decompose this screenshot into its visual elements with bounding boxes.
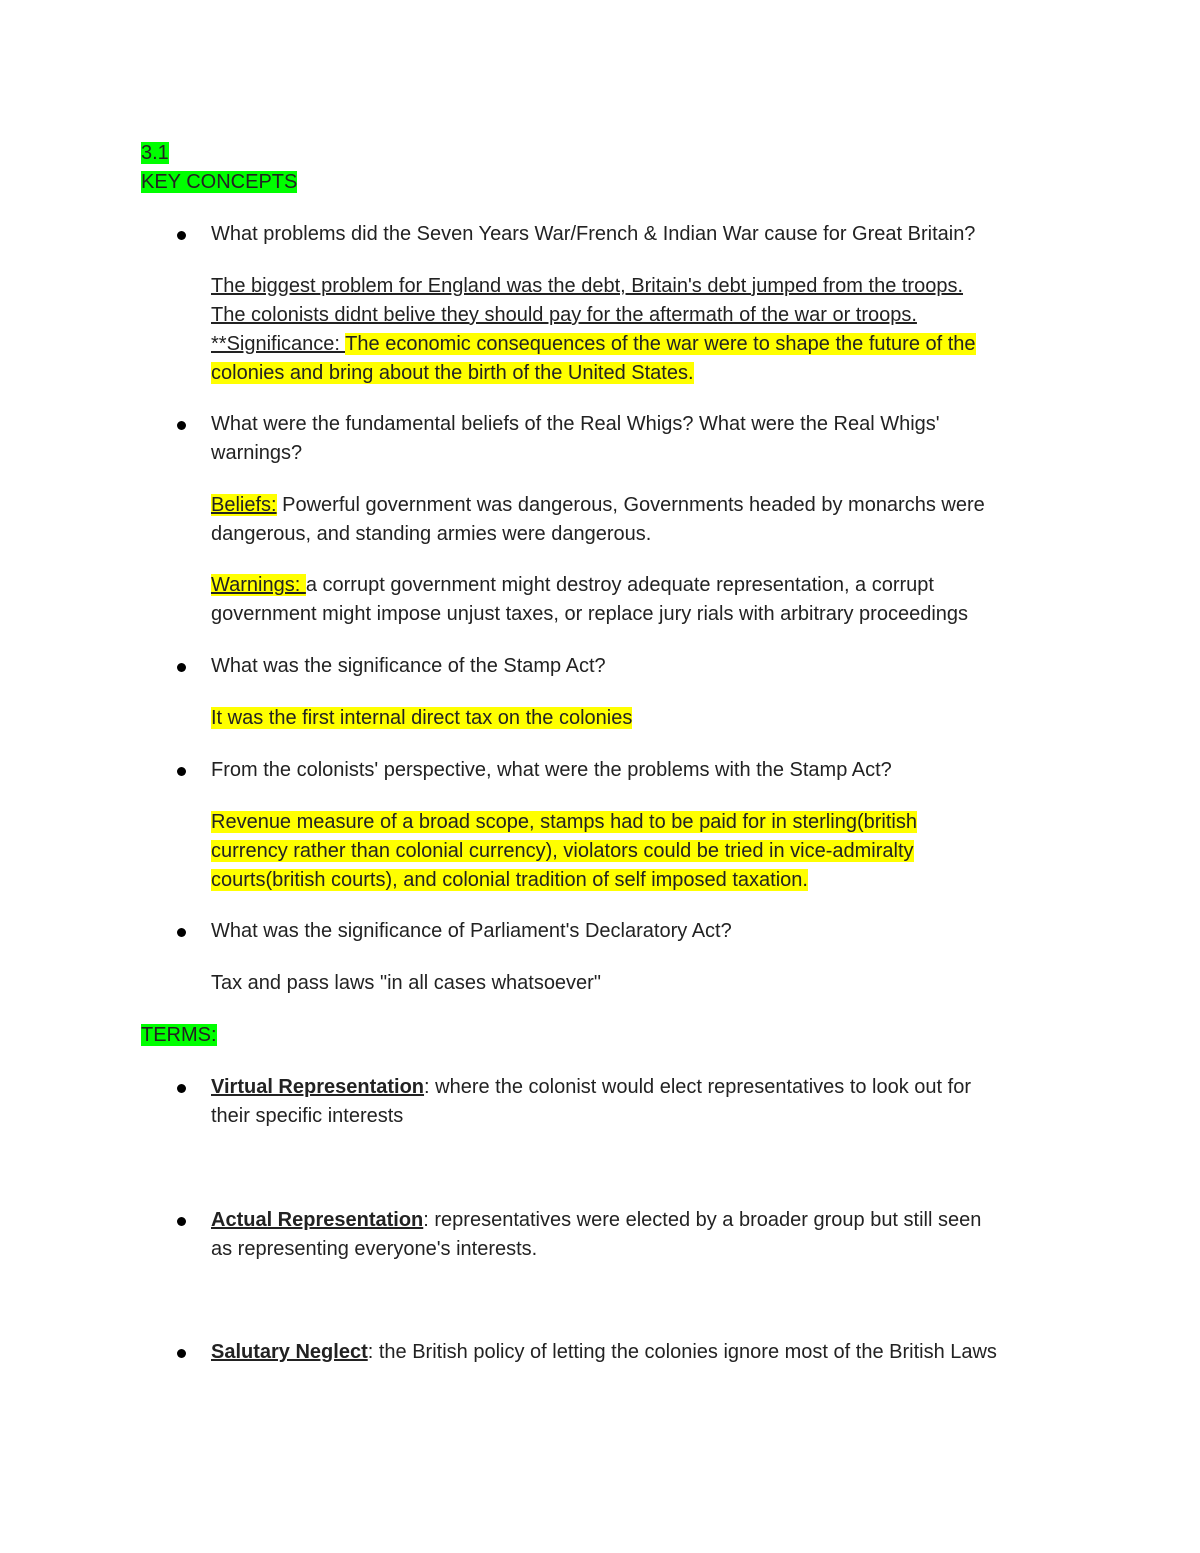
term-2-name: Actual Representation bbox=[211, 1209, 424, 1231]
term-3-name: Salutary Neglect bbox=[211, 1341, 368, 1363]
bullet-icon bbox=[177, 767, 186, 776]
term-1-definition-2: their specific interests bbox=[211, 1105, 404, 1127]
question-4: From the colonists' perspective, what were the problems with the Stamp Act? bbox=[211, 759, 892, 781]
answer-1 bbox=[211, 272, 976, 388]
answer-1-line-2: The colonists didnt belive they should pay for the aftermath of the war or troops. bbox=[211, 304, 917, 326]
significance-text-2: colonies and bring about the birth of the United States. bbox=[211, 362, 694, 384]
term-1-name: Virtual Representation bbox=[211, 1076, 425, 1098]
answer-5: Tax and pass laws "in all cases whatsoever" bbox=[211, 972, 601, 994]
term-3-definition-1: : the British policy of letting the colonies ignore most of the British Laws bbox=[367, 1341, 997, 1363]
term-virtual-representation bbox=[211, 1073, 971, 1131]
beliefs-label: Beliefs: bbox=[211, 494, 277, 516]
term-1-definition-1: : where the colonist would elect representatives to look out for bbox=[424, 1076, 971, 1098]
term-2-definition-2: as representing everyone's interests. bbox=[211, 1238, 538, 1260]
key-concepts-heading bbox=[141, 168, 297, 197]
answer-3-text: It was the first internal direct tax on the colonies bbox=[211, 707, 633, 729]
question-5: What was the significance of Parliament's Declaratory Act? bbox=[211, 920, 732, 942]
key-concepts-heading-text: KEY CONCEPTS bbox=[141, 171, 298, 193]
question-2-line-1: What were the fundamental beliefs of the Real Whigs? What were the Real Whigs' bbox=[211, 413, 940, 435]
question-3: What was the significance of the Stamp Act? bbox=[211, 655, 606, 677]
term-2-definition-1: : representatives were elected by a broader group but still seen bbox=[423, 1209, 982, 1231]
bullet-icon bbox=[177, 663, 186, 672]
significance-label: **Significance: bbox=[211, 333, 346, 355]
answer-4-line-1: Revenue measure of a broad scope, stamps had to be paid for in sterling(british bbox=[211, 811, 917, 833]
answer-1-line-1: The biggest problem for England was the debt, Britain's debt jumped from the troops. bbox=[211, 275, 964, 297]
answer-4-line-2: currency rather than colonial currency), violators could be tried in vice-admiralty bbox=[211, 840, 914, 862]
bullet-icon bbox=[177, 231, 186, 240]
warnings-text-2: government might impose unjust taxes, or replace jury rials with arbitrary proceedings bbox=[211, 603, 969, 625]
answer-3 bbox=[211, 704, 632, 733]
section-number-text: 3.1 bbox=[141, 142, 169, 164]
question-2 bbox=[211, 410, 940, 468]
bullet-icon bbox=[177, 1217, 186, 1226]
significance-text-1: The economic consequences of the war were to shape the future of the bbox=[345, 333, 976, 355]
question-1: What problems did the Seven Years War/French & Indian War cause for Great Britain? bbox=[211, 223, 976, 245]
beliefs-text-1: Powerful government was dangerous, Governments headed by monarchs were bbox=[276, 494, 985, 516]
warnings-text-1: a corrupt government might destroy adequate representation, a corrupt bbox=[305, 574, 934, 596]
bullet-icon bbox=[177, 1349, 186, 1358]
beliefs-answer bbox=[211, 491, 985, 549]
bullet-icon bbox=[177, 421, 186, 430]
bullet-icon bbox=[177, 1084, 186, 1093]
answer-4 bbox=[211, 808, 917, 895]
warnings-label: Warnings: bbox=[211, 574, 306, 596]
term-actual-representation bbox=[211, 1206, 981, 1264]
section-number bbox=[141, 139, 169, 168]
warnings-answer bbox=[211, 571, 968, 629]
terms-heading-text: TERMS: bbox=[141, 1024, 217, 1046]
question-2-line-2: warnings? bbox=[211, 442, 303, 464]
answer-4-line-3: courts(british courts), and colonial tradition of self imposed taxation. bbox=[211, 869, 808, 891]
beliefs-text-2: dangerous, and standing armies were dangerous. bbox=[211, 523, 652, 545]
bullet-icon bbox=[177, 928, 186, 937]
term-salutary-neglect bbox=[211, 1338, 997, 1367]
terms-heading bbox=[141, 1021, 217, 1050]
